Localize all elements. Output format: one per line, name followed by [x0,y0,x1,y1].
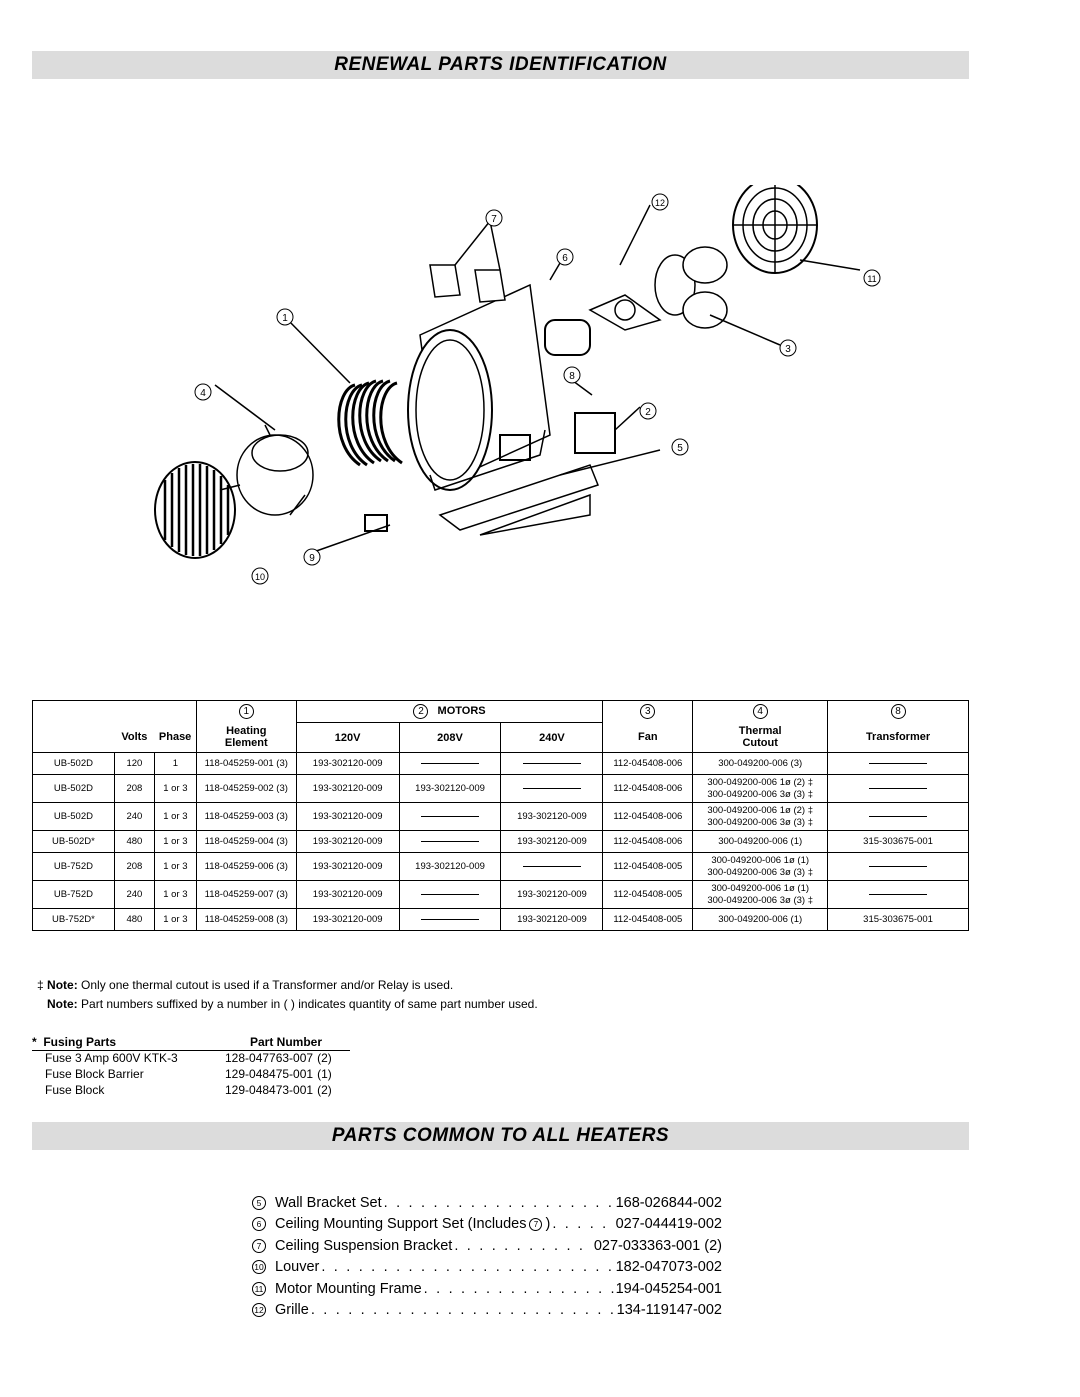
empty-dash [869,866,927,867]
empty-dash [421,763,479,764]
cell-model: UB-502D* [33,831,115,853]
empty-dash [421,841,479,842]
cell-thermal: 300-049200-006 (1) [693,831,828,853]
cell-phase: 1 or 3 [154,831,196,853]
cell-thermal: 300-049200-006 1ø (1) 300-049200-006 3ø (3) ‡ [693,853,828,881]
leader-dots [454,1238,591,1254]
cell-fan: 112-045408-006 [603,803,693,831]
svg-text:1: 1 [282,313,288,324]
svg-text:4: 4 [200,388,206,399]
exploded-parts-diagram [120,185,900,605]
cell-phase: 1 or 3 [154,881,196,909]
common-part-row [252,1300,722,1322]
cell-phase: 1 or 3 [154,853,196,881]
table-row [33,775,969,803]
fusing-part-number: 128-047763-007 (2) [225,1051,332,1065]
table-row [33,909,969,931]
cell-element: 118-045259-008 (3) [196,909,296,931]
cell-thermal: 300-049200-006 (3) [693,753,828,775]
cell-element: 118-045259-006 (3) [196,853,296,881]
common-part-number: 027-044419-002 [615,1216,722,1233]
table-body [33,753,969,931]
svg-text:11: 11 [867,274,877,284]
cell-m208 [399,881,501,909]
ref-number-4: 4 [753,704,768,719]
renewal-parts-table [32,700,969,931]
cell-m120: 193-302120-009 [296,753,399,775]
ref-number-1: 1 [239,704,254,719]
col-header-thermal-cutout: Thermal Cutout [693,723,828,753]
svg-text:6: 6 [562,253,568,264]
cell-transformer [828,775,969,803]
common-part-row [252,1278,722,1300]
table-row [33,803,969,831]
fusing-part-name: Fuse 3 Amp 600V KTK-3 [45,1051,178,1065]
cell-m120: 193-302120-009 [296,831,399,853]
cell-volts: 208 [114,775,154,803]
col-header-phase: Phase [154,723,196,753]
cell-thermal: 300-049200-006 1ø (2) ‡ 300-049200-006 3ø (3) ‡ [693,803,828,831]
cell-m208 [399,803,501,831]
leader-dots [424,1281,614,1297]
empty-dash [869,788,927,789]
ref-number: 6 [252,1217,266,1231]
fusing-header: * Fusing Parts [32,1035,117,1049]
cell-m240 [501,753,603,775]
col-header-volts: Volts [114,723,154,753]
common-part-row [252,1257,722,1279]
cell-thermal: 300-049200-006 1ø (2) ‡ 300-049200-006 3ø (3) ‡ [693,775,828,803]
ref-number: 5 [252,1196,266,1210]
callout-8 [564,367,580,383]
ref-number-2: 2 [413,704,428,719]
common-part-number: 168-026844-002 [615,1194,722,1211]
cell-m208 [399,909,501,931]
empty-dash [523,788,581,789]
fusing-part-number: 129-048475-001 (1) [225,1067,332,1081]
note-quantity: Note: Part numbers suffixed by a number in ( ) indicates quantity of same part number used. [47,997,538,1011]
empty-dash [869,894,927,895]
svg-text:12: 12 [654,198,666,208]
cell-volts: 120 [114,753,154,775]
leader-dots [552,1216,613,1232]
cell-m240: 193-302120-009 [501,881,603,909]
cell-volts: 480 [114,831,154,853]
cell-model: UB-502D [33,803,115,831]
cell-m208: 193-302120-009 [399,775,501,803]
empty-dash [869,816,927,817]
callout-7 [486,210,502,226]
common-part-number: 027-033363-001 (2) [593,1237,722,1254]
ref-number: 10 [252,1260,266,1274]
col-header-240v: 240V [501,723,603,753]
cell-phase: 1 or 3 [154,803,196,831]
svg-text:2: 2 [645,407,651,418]
callout-2 [640,403,656,419]
common-part-name: Ceiling Suspension Bracket [275,1237,453,1254]
motors-header: MOTORS [437,705,486,717]
cell-fan: 112-045408-006 [603,831,693,853]
common-part-number: 182-047073-002 [615,1259,722,1276]
ref-number: 7 [529,1218,542,1231]
leader-dots [321,1259,613,1275]
cell-phase: 1 or 3 [154,775,196,803]
cell-thermal: 300-049200-006 (1) [693,909,828,931]
svg-text:10: 10 [254,572,266,582]
cell-phase: 1 or 3 [154,909,196,931]
empty-dash [421,816,479,817]
fusing-part-number: 129-048473-001 (2) [225,1083,332,1097]
cell-element: 118-045259-004 (3) [196,831,296,853]
col-header-fan: Fan [603,723,693,753]
cell-m240: 193-302120-009 [501,909,603,931]
cell-m240 [501,775,603,803]
cell-model: UB-752D [33,853,115,881]
callout-1 [277,309,293,325]
col-header-heating-element: Heating Element [196,723,296,753]
cell-fan: 112-045408-005 [603,881,693,909]
cell-m120: 193-302120-009 [296,775,399,803]
empty-dash [421,894,479,895]
common-part-number: 194-045254-001 [615,1280,722,1297]
cell-element: 118-045259-003 (3) [196,803,296,831]
col-header-120v: 120V [296,723,399,753]
col-header-transformer: Transformer [828,723,969,753]
cell-phase: 1 [154,753,196,775]
svg-text:3: 3 [785,344,791,355]
cell-m240: 193-302120-009 [501,831,603,853]
ref-number-3: 3 [640,704,655,719]
cell-m208: 193-302120-009 [399,853,501,881]
cell-m208 [399,831,501,853]
empty-dash [523,763,581,764]
table-row [33,881,969,909]
table-row [33,853,969,881]
common-part-row [252,1235,722,1257]
common-part-row [252,1214,722,1236]
empty-dash [421,919,479,920]
svg-text:8: 8 [569,371,575,382]
ref-number: 11 [252,1282,266,1296]
cell-model: UB-502D [33,753,115,775]
section-heading-renewal-parts: RENEWAL PARTS IDENTIFICATION [32,51,969,79]
cell-transformer [828,753,969,775]
cell-m240: 193-302120-009 [501,803,603,831]
common-parts-list [252,1192,722,1321]
ref-number: 12 [252,1303,266,1317]
cell-thermal: 300-049200-006 1ø (1) 300-049200-006 3ø (3) ‡ [693,881,828,909]
leader-dots [311,1302,615,1318]
cell-volts: 480 [114,909,154,931]
cell-fan: 112-045408-006 [603,753,693,775]
cell-model: UB-752D* [33,909,115,931]
cell-transformer: 315-303675-001 [828,909,969,931]
cell-element: 118-045259-002 (3) [196,775,296,803]
cell-m120: 193-302120-009 [296,881,399,909]
fusing-part-name: Fuse Block [45,1083,105,1097]
cell-transformer [828,881,969,909]
svg-text:7: 7 [491,214,497,225]
common-part-row [252,1192,722,1214]
callout-12 [652,194,668,210]
svg-text:5: 5 [677,443,683,454]
cell-model: UB-502D [33,775,115,803]
fusing-part-name: Fuse Block Barrier [45,1067,144,1081]
common-part-name: Ceiling Mounting Support Set (Includes 7 ) [275,1216,551,1233]
empty-dash [869,763,927,764]
cell-element: 118-045259-001 (3) [196,753,296,775]
cell-fan: 112-045408-006 [603,775,693,803]
cell-m120: 193-302120-009 [296,803,399,831]
cell-volts: 240 [114,881,154,909]
part-number-header: Part Number [250,1035,323,1049]
common-part-number: 134-119147-002 [616,1302,722,1319]
cell-transformer [828,853,969,881]
cell-transformer [828,803,969,831]
leader-dots [384,1195,614,1211]
cell-model: UB-752D [33,881,115,909]
cell-element: 118-045259-007 (3) [196,881,296,909]
callout-5 [672,439,688,455]
table-row [33,753,969,775]
cell-m120: 193-302120-009 [296,853,399,881]
callout-3 [780,340,796,356]
cell-fan: 112-045408-005 [603,853,693,881]
common-part-name: Motor Mounting Frame [275,1280,422,1297]
cell-m208 [399,753,501,775]
note-thermal-cutout: ‡ Note: Only one thermal cutout is used if a Transformer and/or Relay is used. [37,978,454,992]
cell-fan: 112-045408-005 [603,909,693,931]
callout-10 [252,568,268,584]
common-part-name: Louver [275,1259,320,1276]
section-heading-common-parts: PARTS COMMON TO ALL HEATERS [32,1122,969,1150]
common-part-name: Grille [275,1302,309,1319]
cell-transformer: 315-303675-001 [828,831,969,853]
callout-4 [195,384,211,400]
cell-m120: 193-302120-009 [296,909,399,931]
table-row [33,831,969,853]
cell-volts: 208 [114,853,154,881]
ref-number-8: 8 [891,704,906,719]
cell-m240 [501,853,603,881]
cell-volts: 240 [114,803,154,831]
common-part-name: Wall Bracket Set [275,1194,382,1211]
callout-6 [557,249,573,265]
callout-9 [304,549,320,565]
col-header-208v: 208V [399,723,501,753]
callout-11 [864,270,880,286]
ref-number: 7 [252,1239,266,1253]
svg-text:9: 9 [309,553,315,564]
empty-dash [523,866,581,867]
